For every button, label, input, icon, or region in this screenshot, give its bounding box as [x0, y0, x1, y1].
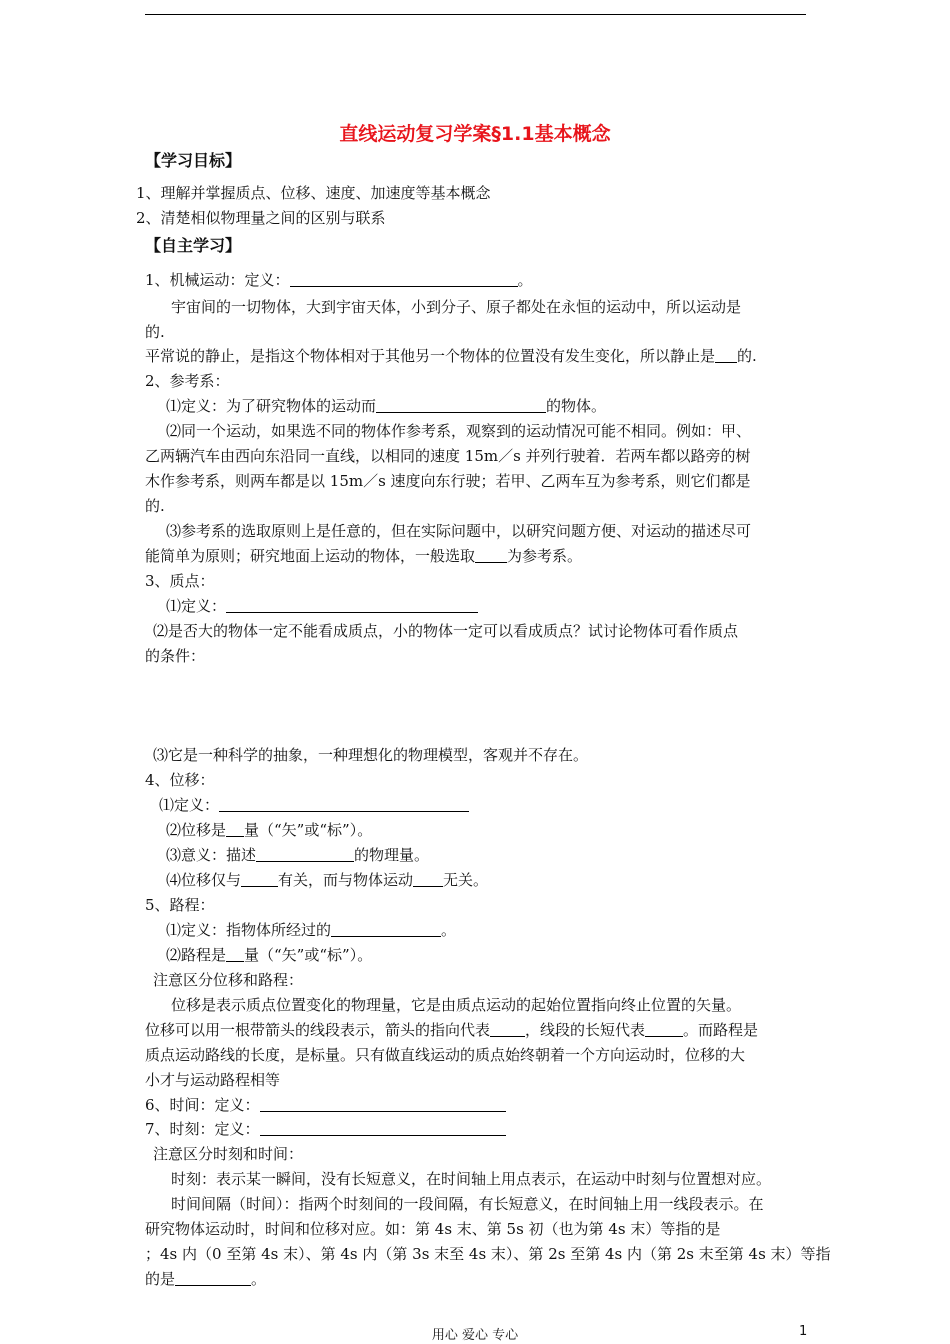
answer-blank[interactable] — [715, 347, 737, 363]
answer-blank[interactable] — [219, 796, 469, 812]
s6-head: 6、时间：定义： — [145, 1095, 506, 1115]
paragraph-line: ⑵同一个运动，如果选不同的物体作参考系，观察到的运动情况可能不相同。例如：甲、 — [166, 422, 752, 440]
s7-head: 7、时刻：定义： — [145, 1119, 506, 1139]
answer-blank[interactable] — [260, 1120, 506, 1136]
goal-item: 1、理解并掌握质点、位移、速度、加速度等基本概念 — [136, 184, 491, 202]
page-title: 直线运动复习学案§1.1基本概念 — [339, 123, 611, 145]
paragraph-line: 质点运动路线的长度，是标量。只有做直线运动的质点始终朝着一个方向运动时，位移的大 — [145, 1046, 746, 1064]
s2-head: 2、参考系： — [145, 372, 230, 390]
s4-head: 4、位移： — [145, 771, 215, 789]
paragraph-line: 的. — [145, 323, 165, 341]
paragraph-line: 的. — [145, 497, 165, 515]
answer-blank[interactable] — [475, 547, 507, 563]
paragraph-line: 时刻：表示某一瞬间，没有长短意义，在时间轴上用点表示，在运动中时刻与位置想对应。 — [171, 1170, 772, 1188]
definition-line: ⑷位移仅与 有关，而与物体运动 无关。 — [166, 871, 489, 889]
answer-blank[interactable] — [376, 397, 546, 413]
paragraph-line: 位移是表示质点位置变化的物理量，它是由质点运动的起始位置指向终止位置的矢量。 — [171, 996, 742, 1014]
answer-blank[interactable] — [290, 271, 518, 287]
goal-item: 2、清楚相似物理量之间的区别与联系 — [136, 209, 386, 227]
answer-blank[interactable] — [413, 871, 443, 887]
answer-blank[interactable] — [226, 821, 244, 837]
footer-motto: 用心 爱心 专心 — [431, 1328, 519, 1343]
answer-blank[interactable] — [260, 1096, 506, 1112]
s1-head: 1、机械运动：定义： 。 — [145, 271, 533, 289]
answer-blank[interactable] — [645, 1021, 683, 1037]
note-line: 注意区分位移和路程： — [153, 971, 304, 989]
paragraph-line: 的条件： — [145, 647, 206, 665]
paragraph-line: 乙两辆汽车由西向东沿同一直线，以相同的速度 15m／s 并列行驶着．若两车都以路旁的树 — [145, 447, 751, 465]
paragraph-line: ；4s 内（0 至第 4s 末）、第 4s 内（第 3s 末至 4s 末）、第 2s 至第 4s 内（第 2s 末至第 4s 末）等指 — [145, 1245, 831, 1263]
paragraph-line: 位移可以用一根带箭头的线段表示，箭头的指向代表 ，线段的长短代表 。而路程是 — [145, 1021, 759, 1039]
definition-line: ⑴定义： — [159, 795, 469, 815]
answer-blank[interactable] — [226, 597, 478, 613]
paragraph-line: 能简单为原则；研究地面上运动的物体，一般选取 为参考系。 — [145, 547, 583, 565]
paragraph-line: 的是 。 — [145, 1270, 267, 1288]
paragraph-line: 小才与运动路程相等 — [145, 1071, 281, 1089]
s3-head: 3、质点： — [145, 572, 215, 590]
answer-blank[interactable] — [226, 946, 244, 962]
paragraph-line: 平常说的静止，是指这个物体相对于其他另一个物体的位置没有发生变化，所以静止是 的. — [145, 347, 757, 365]
note-line: 注意区分时刻和时间： — [153, 1145, 304, 1163]
definition-line: ⑴定义： — [166, 596, 478, 616]
paragraph-line: 木作参考系，则两车都是以 15m／s 速度向东行驶；若甲、乙两车互为参考系，则它们都是 — [145, 472, 751, 490]
definition-line: ⑶意义：描述 的物理量。 — [166, 846, 430, 864]
paragraph-line: 时间间隔（时间）：指两个时刻间的一段间隔，有长短意义，在时间轴上用一线段表示。在 — [171, 1195, 764, 1213]
goals-heading: 【学习目标】 — [145, 151, 242, 170]
definition-line: ⑴定义：为了研究物体的运动而 的物体。 — [166, 397, 607, 415]
paragraph-line: ⑵是否大的物体一定不能看成质点，小的物体一定可以看成质点？试讨论物体可看作质点 — [153, 622, 739, 640]
answer-blank[interactable] — [490, 1021, 525, 1037]
answer-blank[interactable] — [331, 921, 441, 937]
page-number: 1 — [799, 1324, 808, 1339]
definition-line: ⑴定义：指物体所经过的 。 — [166, 921, 457, 939]
answer-blank[interactable] — [241, 871, 278, 887]
paragraph-line: ⑶参考系的选取原则上是任意的，但在实际问题中，以研究问题方便、对运动的描述尽可 — [166, 522, 752, 540]
paragraph-line: ⑶它是一种科学的抽象，一种理想化的物理模型，客观并不存在。 — [153, 746, 589, 764]
s5-head: 5、路程： — [145, 896, 215, 914]
paragraph-line: 宇宙间的一切物体，大到宇宙天体，小到分子、原子都处在永恒的运动中，所以运动是 — [171, 298, 742, 316]
paragraph-line: 研究物体运动时，时间和位移对应。如：第 4s 末、第 5s 初（也为第 4s 末）等指的是 — [145, 1220, 721, 1238]
self-study-heading: 【自主学习】 — [145, 236, 242, 255]
definition-line: ⑵路程是 量（“矢”或“标”）。 — [166, 946, 373, 964]
definition-line: ⑵位移是 量（“矢”或“标”）。 — [166, 821, 373, 839]
answer-blank[interactable] — [256, 846, 354, 862]
header-rule — [145, 14, 806, 15]
answer-blank[interactable] — [175, 1270, 251, 1286]
